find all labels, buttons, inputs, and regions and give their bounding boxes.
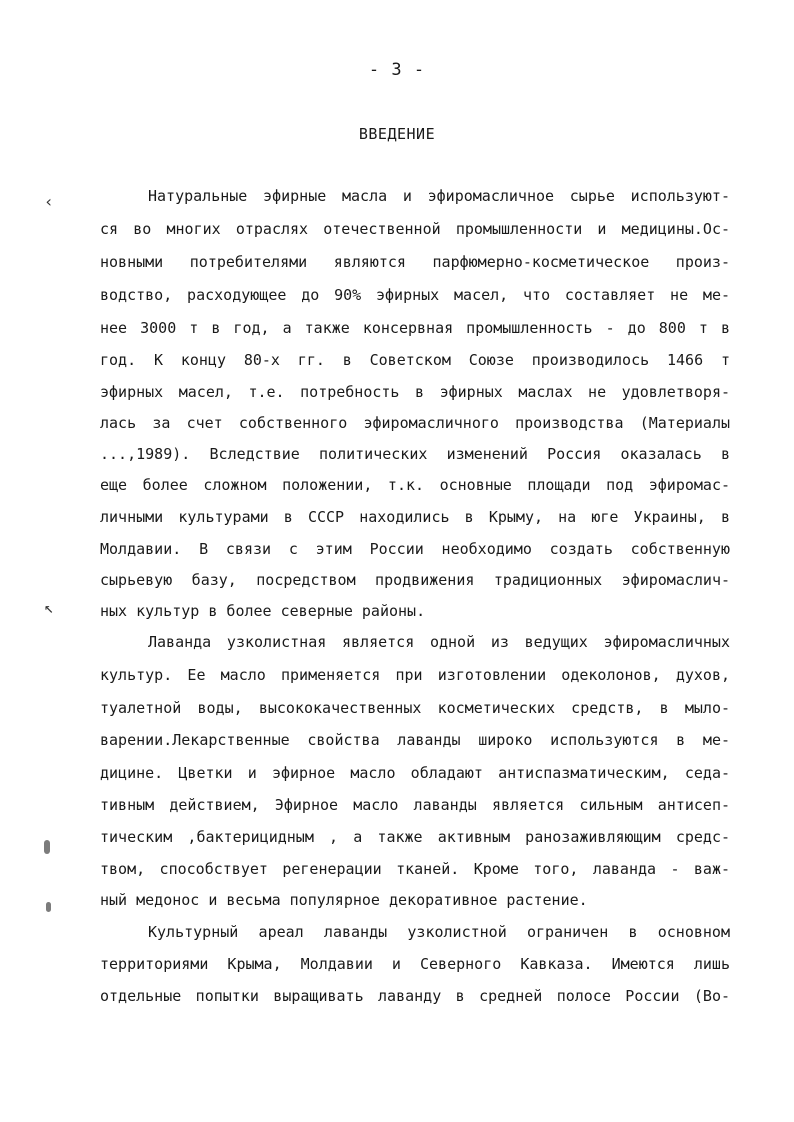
text-line: Культурный ареал лаванды узколистной ограничен в основном	[148, 923, 730, 941]
scan-mark-cursor: ↖	[44, 598, 54, 617]
text-line: Натуральные эфирные масла и эфиромасличное сырье используют-	[148, 187, 730, 205]
text-line: Лаванда узколистная является одной из ведущих эфиромасличных	[148, 633, 730, 651]
text-line: дицине. Цветки и эфирное масло обладают антиспазматическим, седа-	[100, 764, 730, 782]
text-line: личными культурами в СССР находились в Крыму, на юге Украины, в	[100, 508, 730, 526]
text-line: ...,1989). Вследствие политических изменений Россия оказалась в	[100, 445, 730, 463]
text-line: тивным действием, Эфирное масло лаванды является сильным антисеп-	[100, 796, 730, 814]
text-line: год. К концу 80-х гг. в Советском Союзе производилось 1466 т	[100, 351, 730, 369]
text-line: ный медонос и весьма популярное декоративное растение.	[100, 891, 588, 909]
scan-mark-stain	[44, 840, 50, 854]
text-line: эфирных масел, т.е. потребность в эфирных маслах не удовлетворя-	[100, 383, 730, 401]
text-line: ных культур в более северные районы.	[100, 602, 426, 620]
text-line: варении.Лекарственные свойства лаванды широко используются в ме-	[100, 731, 730, 749]
text-line: еще более сложном положении, т.к. основные площади под эфиромас-	[100, 476, 730, 494]
text-line: нее 3000 т в год, а также консервная промышленность - до 800 т в	[100, 319, 730, 337]
page-number: - 3 -	[368, 60, 426, 80]
text-line: ся во многих отраслях отечественной промышленности и медицины.Ос-	[100, 220, 730, 238]
text-line: твом, способствует регенерации тканей. Кроме того, лаванда - важ-	[100, 860, 730, 878]
scan-mark-blot	[46, 902, 51, 912]
section-title: ВВЕДЕНИЕ	[358, 125, 436, 143]
text-line: туалетной воды, высококачественных косметических средств, в мыло-	[100, 699, 730, 717]
text-line: отдельные попытки выращивать лаванду в средней полосе России (Во-	[100, 987, 730, 1005]
text-line: культур. Ее масло применяется при изготовлении одеколонов, духов,	[100, 666, 730, 684]
text-line: тическим ,бактерицидным , а также активным ранозаживляющим средс-	[100, 828, 730, 846]
text-line: Молдавии. В связи с этим России необходимо создать собственную	[100, 540, 730, 558]
scan-mark-arrow: ‹	[44, 192, 54, 211]
text-line: водство, расходующее до 90% эфирных масел, что составляет не ме-	[100, 286, 730, 304]
text-line: лась за счет собственного эфиромасличного производства (Материалы	[100, 414, 730, 432]
text-line: новными потребителями являются парфюмерно-косметическое произ-	[100, 253, 730, 271]
text-line: территориями Крыма, Молдавии и Северного Кавказа. Имеются лишь	[100, 955, 730, 973]
text-line: сырьевую базу, посредством продвижения традиционных эфиромаслич-	[100, 571, 730, 589]
